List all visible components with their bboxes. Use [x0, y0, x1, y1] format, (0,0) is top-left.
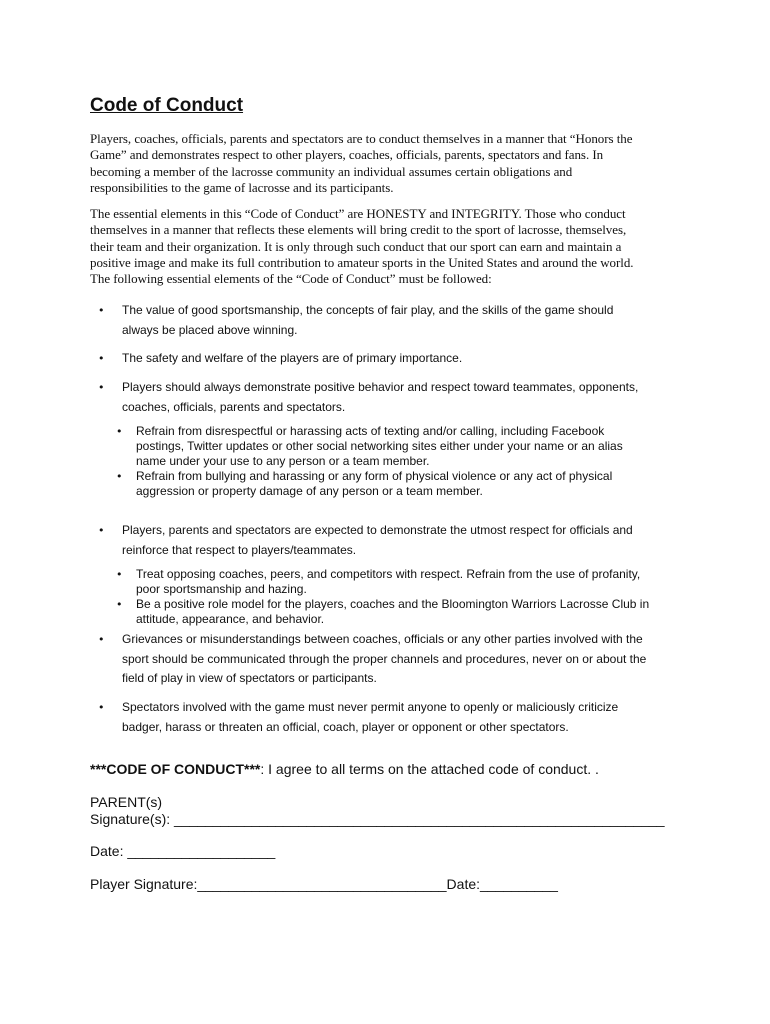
- text-line: becoming a member of the lacrosse community an individual assumes certain obligations and: [90, 163, 573, 179]
- sub-list-behavior: [90, 424, 690, 499]
- text-line: The following essential elements of the “Code of Conduct” must be followed:: [90, 271, 492, 287]
- text-line: sport should be communicated through the proper channels and procedures, never on or about the: [122, 651, 647, 666]
- text-line: field of play in view of spectators or participants.: [122, 671, 377, 685]
- text-line: • Players, parents and spectators are expected to demonstrate the utmost respect for officials and: [122, 523, 633, 537]
- text-line: • Spectators involved with the game must never permit anyone to openly or maliciously criticize: [122, 700, 619, 714]
- intro-paragraph: [90, 131, 682, 196]
- page-title: Code of Conduct: [90, 95, 244, 116]
- text-line: Game” and demonstrates respect to other players, coaches, officials, parents, spectators and fans. In: [90, 147, 604, 163]
- text-line: reinforce that respect to players/teammates.: [122, 542, 357, 557]
- text-line: • Players should always demonstrate positive behavior and respect toward teammates, opponents,: [122, 380, 639, 394]
- elements-paragraph: [90, 206, 682, 287]
- text-line: • Grievances or misunderstandings between coaches, officials or any other parties involved with the: [122, 632, 643, 646]
- text-line: • Treat opposing coaches, peers, and competitors with respect. Refrain from the use of profanity,: [136, 567, 641, 581]
- text-line: attitude, appearance, and behavior.: [136, 612, 325, 626]
- bullet-item-positive-behavior: [90, 378, 690, 417]
- agreement-text: : I agree to all terms on the attached code of conduct. .: [260, 761, 599, 777]
- bullet-item-spectators: [90, 698, 690, 737]
- text-line: • Be a positive role model for the players, coaches and the Bloomington Warriors Lacrosse Club in: [136, 597, 650, 611]
- text-line: • The value of good sportsmanship, the concepts of fair play, and the skills of the game should: [122, 303, 614, 317]
- bullet-list-6: [90, 698, 690, 737]
- player-signature-field[interactable]: Player Signature:________________________________Date:__________: [90, 876, 558, 892]
- sub-item-role-model: [90, 597, 690, 627]
- text-line: • Refrain from bullying and harassing or any form of physical violence or any act of physical: [136, 469, 613, 483]
- text-line: The essential elements in this “Code of Conduct” are HONESTY and INTEGRITY. Those who conduct: [90, 206, 626, 221]
- text-line: postings, Twitter updates or other social networking sites either under your name or an alias: [136, 439, 623, 453]
- text-line: responsibilities to the game of lacrosse and its participants.: [90, 179, 394, 195]
- text-line: positive image and make its full contribution to amateur sports in the United States and around the world.: [90, 254, 634, 270]
- bullet-item-safety: [90, 349, 690, 369]
- bullet-list-1: [90, 301, 690, 340]
- text-line: coaches, officials, parents and spectators.: [122, 399, 346, 414]
- text-line: badger, harass or threaten an official, coach, player or opponent or other spectators.: [122, 719, 569, 734]
- sub-list-respect: [90, 567, 690, 627]
- bullet-list-2: [90, 349, 690, 369]
- text-line: their team and their organization. It is only through such conduct that our sport can earn and maintain a: [90, 238, 622, 254]
- text-line: always be placed above winning.: [122, 322, 298, 337]
- bullet-item-respect-officials: [90, 521, 690, 560]
- text-line: name under your use to any person or a team member.: [136, 454, 430, 468]
- parent-label: PARENT(s): [90, 794, 163, 810]
- text-line: themselves in a manner that reflects these elements will bring credit to the sport of lacrosse, themselves,: [90, 222, 627, 238]
- agreement-statement: [90, 760, 599, 778]
- text-line: poor sportsmanship and hazing.: [136, 582, 307, 596]
- bullet-list-3: [90, 378, 690, 417]
- sub-item-opposing-coaches: [90, 567, 690, 597]
- parent-signature-field[interactable]: Signature(s): _______________________________________________________________: [90, 811, 665, 827]
- text-line: • Refrain from disrespectful or harassing acts of texting and/or calling, including Facebook: [136, 424, 605, 438]
- sub-item-bullying: [90, 469, 690, 499]
- sub-item-texting: [90, 424, 690, 469]
- bullet-item-sportsmanship: [90, 301, 690, 340]
- bullet-list-4: [90, 521, 690, 560]
- text-line: aggression or property damage of any person or a team member.: [136, 484, 483, 498]
- bullet-item-grievances: [90, 630, 690, 689]
- bullet-list-5: [90, 630, 690, 689]
- agreement-heading: ***CODE OF CONDUCT***: [90, 761, 261, 777]
- text-line: • The safety and welfare of the players are of primary importance.: [122, 351, 463, 365]
- date-field[interactable]: Date: ___________________: [90, 843, 276, 859]
- text-line: Players, coaches, officials, parents and spectators are to conduct themselves in a manner that “Honors the: [90, 131, 633, 146]
